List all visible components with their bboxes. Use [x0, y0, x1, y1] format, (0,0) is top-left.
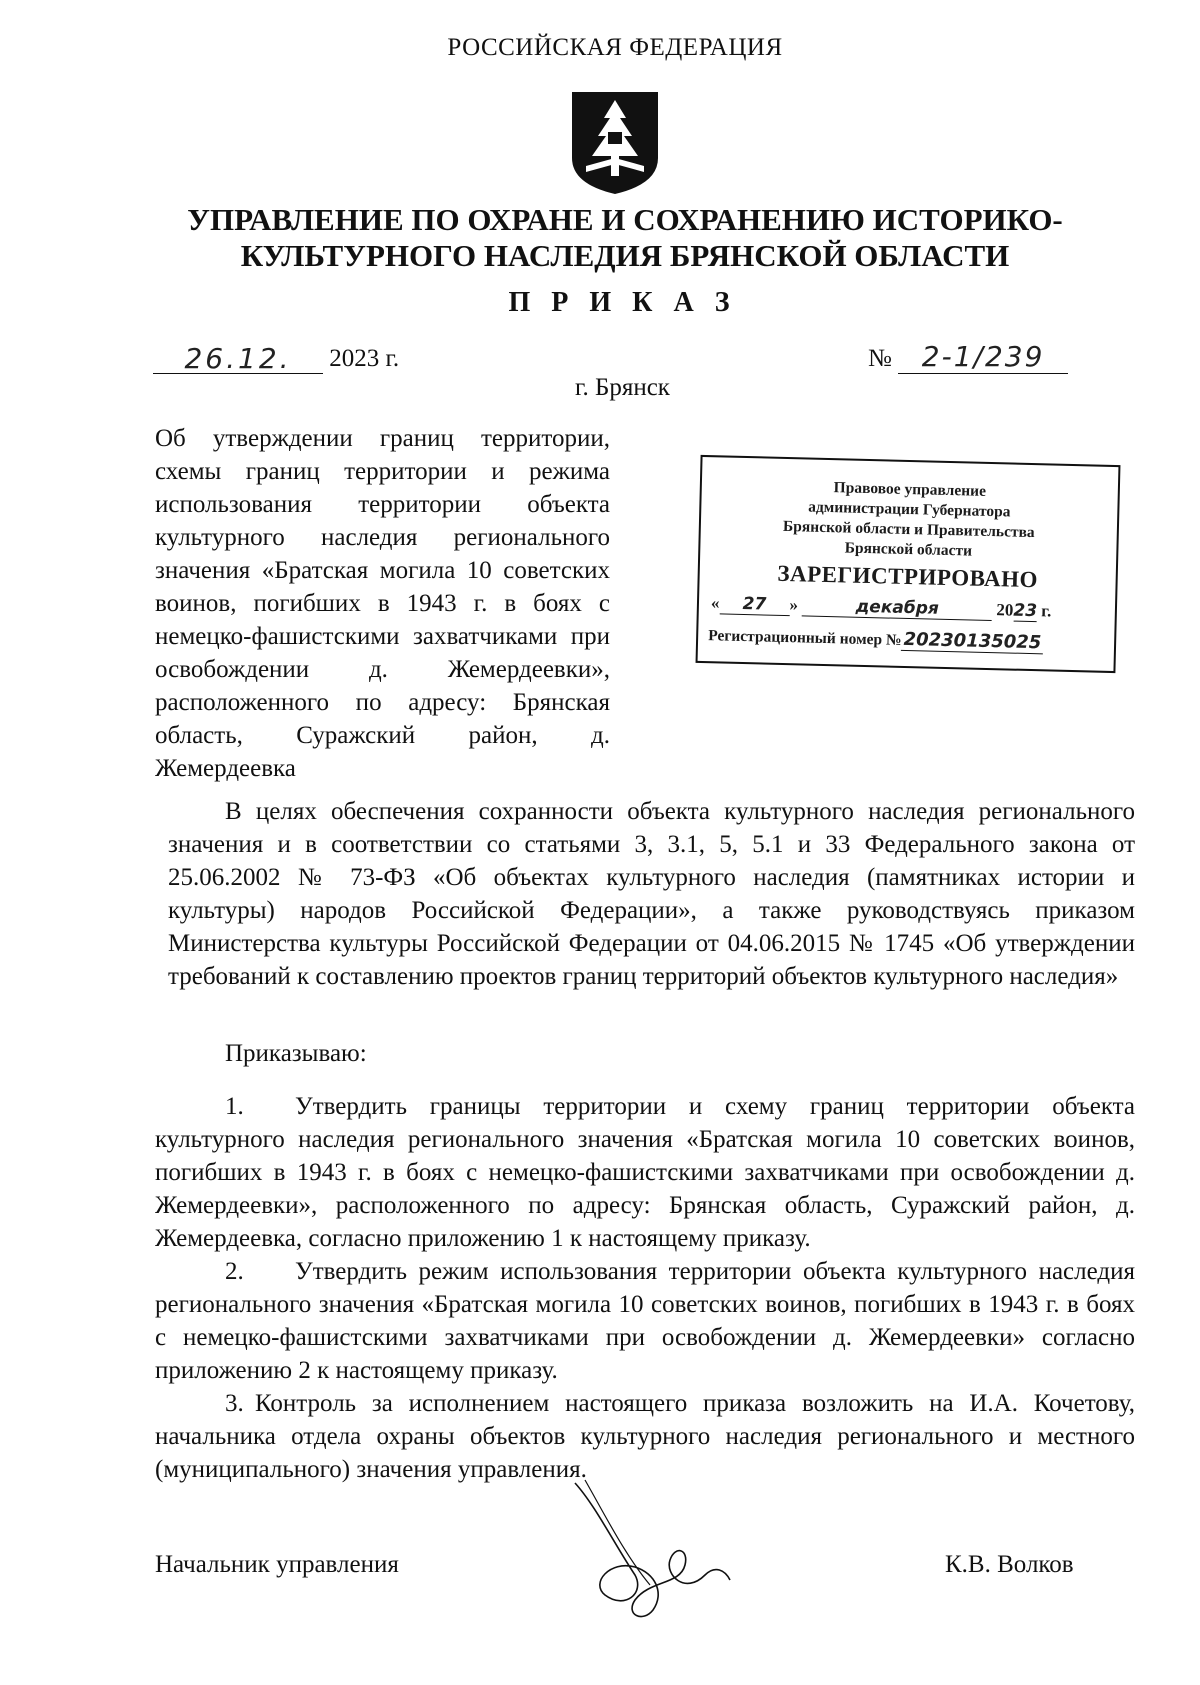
registration-stamp: [696, 455, 1121, 673]
item-number: 1.: [225, 1093, 244, 1120]
date-blank: [153, 340, 323, 374]
preamble: [168, 795, 1135, 993]
item-text: Утвердить режим использования территории объекта культурного наследия регионального значения «Братская могила 10 советских воинов, погибших в 1943 г. в боях с немецко-фашистскими захватчиками при освобождении д. Жемердеевки» согласно приложению 2 к настоящему приказу.: [155, 1258, 1135, 1384]
item-number: 2.: [225, 1258, 244, 1285]
stamp-line-3: Брянской области и Правительства: [782, 517, 1035, 542]
country-name: РОССИЙСКАЯ ФЕДЕРАЦИЯ: [447, 34, 783, 61]
order-items: [155, 1090, 1135, 1486]
stamp-year-prefix: 20: [996, 600, 1014, 620]
order-title: П Р И К А З: [508, 287, 737, 318]
stamp-line-2: администрации Губернатора: [807, 498, 1011, 521]
command-word: Приказываю:: [225, 1040, 367, 1067]
number-sign: №: [868, 345, 892, 372]
signatory-name: К.В. Волков: [945, 1551, 1074, 1578]
stamp-month: декабря: [802, 595, 992, 621]
order-item: [155, 1090, 1135, 1255]
item-text: Контроль за исполнением настоящего приказа возложить на И.А. Кочетову, начальника отдела охраны объектов культурного наследия регионального и местного (муниципального) значения управления.: [155, 1390, 1135, 1483]
order-number: [868, 340, 1068, 374]
order-year: 2023 г.: [329, 345, 400, 372]
handwritten-date: 26.12.: [184, 342, 292, 375]
handwritten-signature: [555, 1475, 745, 1635]
stamp-reg-value: 20230135025: [901, 629, 1043, 654]
stamp-year: 23: [1013, 600, 1038, 622]
stamp-year-suffix: г.: [1041, 601, 1052, 621]
stamp-line-4: Брянской области: [844, 539, 973, 560]
order-subject: Об утверждении границ территории, схемы границ территории и режима использования территории объекта культурного наследия регионального значения «Братская могила 10 советских воинов, погибших в 1943 г. в боях с немецко-фашистскими захватчиками при освобождении д. Жемердеевки», расположенного по адресу: Брянская область, Суражский район, д. Жемердеевка: [155, 425, 610, 782]
coat-of-arms-emblem: [566, 88, 664, 198]
order-item: [155, 1255, 1135, 1387]
signatory-role: Начальник управления: [155, 1551, 399, 1578]
preamble-text: В целях обеспечения сохранности объекта культурного наследия регионального значения и в соответствии со статьями 3, 3.1, 5, 5.1 и 33 Федерального закона от 25.06.2002 № 73-ФЗ «Об объектах культурного наследия (памятниках истории и культуры) народов Российской Федерации», а также руководствуясь приказом Министерства культуры Российской Федерации от 04.06.2015 № 1745 «Об утверждении требований к составлению проектов границ территорий объектов культурного наследия»: [168, 798, 1135, 990]
order-item: [155, 1387, 1135, 1486]
number-blank: [898, 340, 1068, 374]
stamp-line-1: Правовое управление: [833, 479, 987, 500]
stamp-reg-number: [698, 624, 1114, 655]
item-text: Утвердить границы территории и схему границ территории объекта культурного наследия регионального значения «Братская могила 10 советских воинов, погибших в 1943 г. в боях с немецко-фашистскими захватчиками при освобождении д. Жемердеевки», расположенного по адресу: Брянская область, Суражский район, д. Жемердеевка, согласно приложению 1 к настоящему приказу.: [155, 1093, 1135, 1252]
order-date: [153, 340, 399, 374]
stamp-date: « 27 » декабря 2023 г.: [710, 593, 1052, 622]
handwritten-number: 2-1/239: [921, 340, 1045, 373]
agency-name: [180, 202, 1070, 274]
agency-name-line1: УПРАВЛЕНИЕ ПО ОХРАНЕ И СОХРАНЕНИЮ ИСТОРИКО-: [187, 202, 1063, 237]
stamp-day: 27: [719, 593, 789, 616]
stamp-reg-label: Регистрационный номер №: [707, 627, 902, 649]
city: г. Брянск: [575, 374, 670, 401]
agency-name-line2: КУЛЬТУРНОГО НАСЛЕДИЯ БРЯНСКОЙ ОБЛАСТИ: [240, 238, 1010, 273]
stamp-registered: ЗАРЕГИСТРИРОВАНО: [777, 560, 1039, 593]
item-number: 3.: [225, 1390, 244, 1417]
